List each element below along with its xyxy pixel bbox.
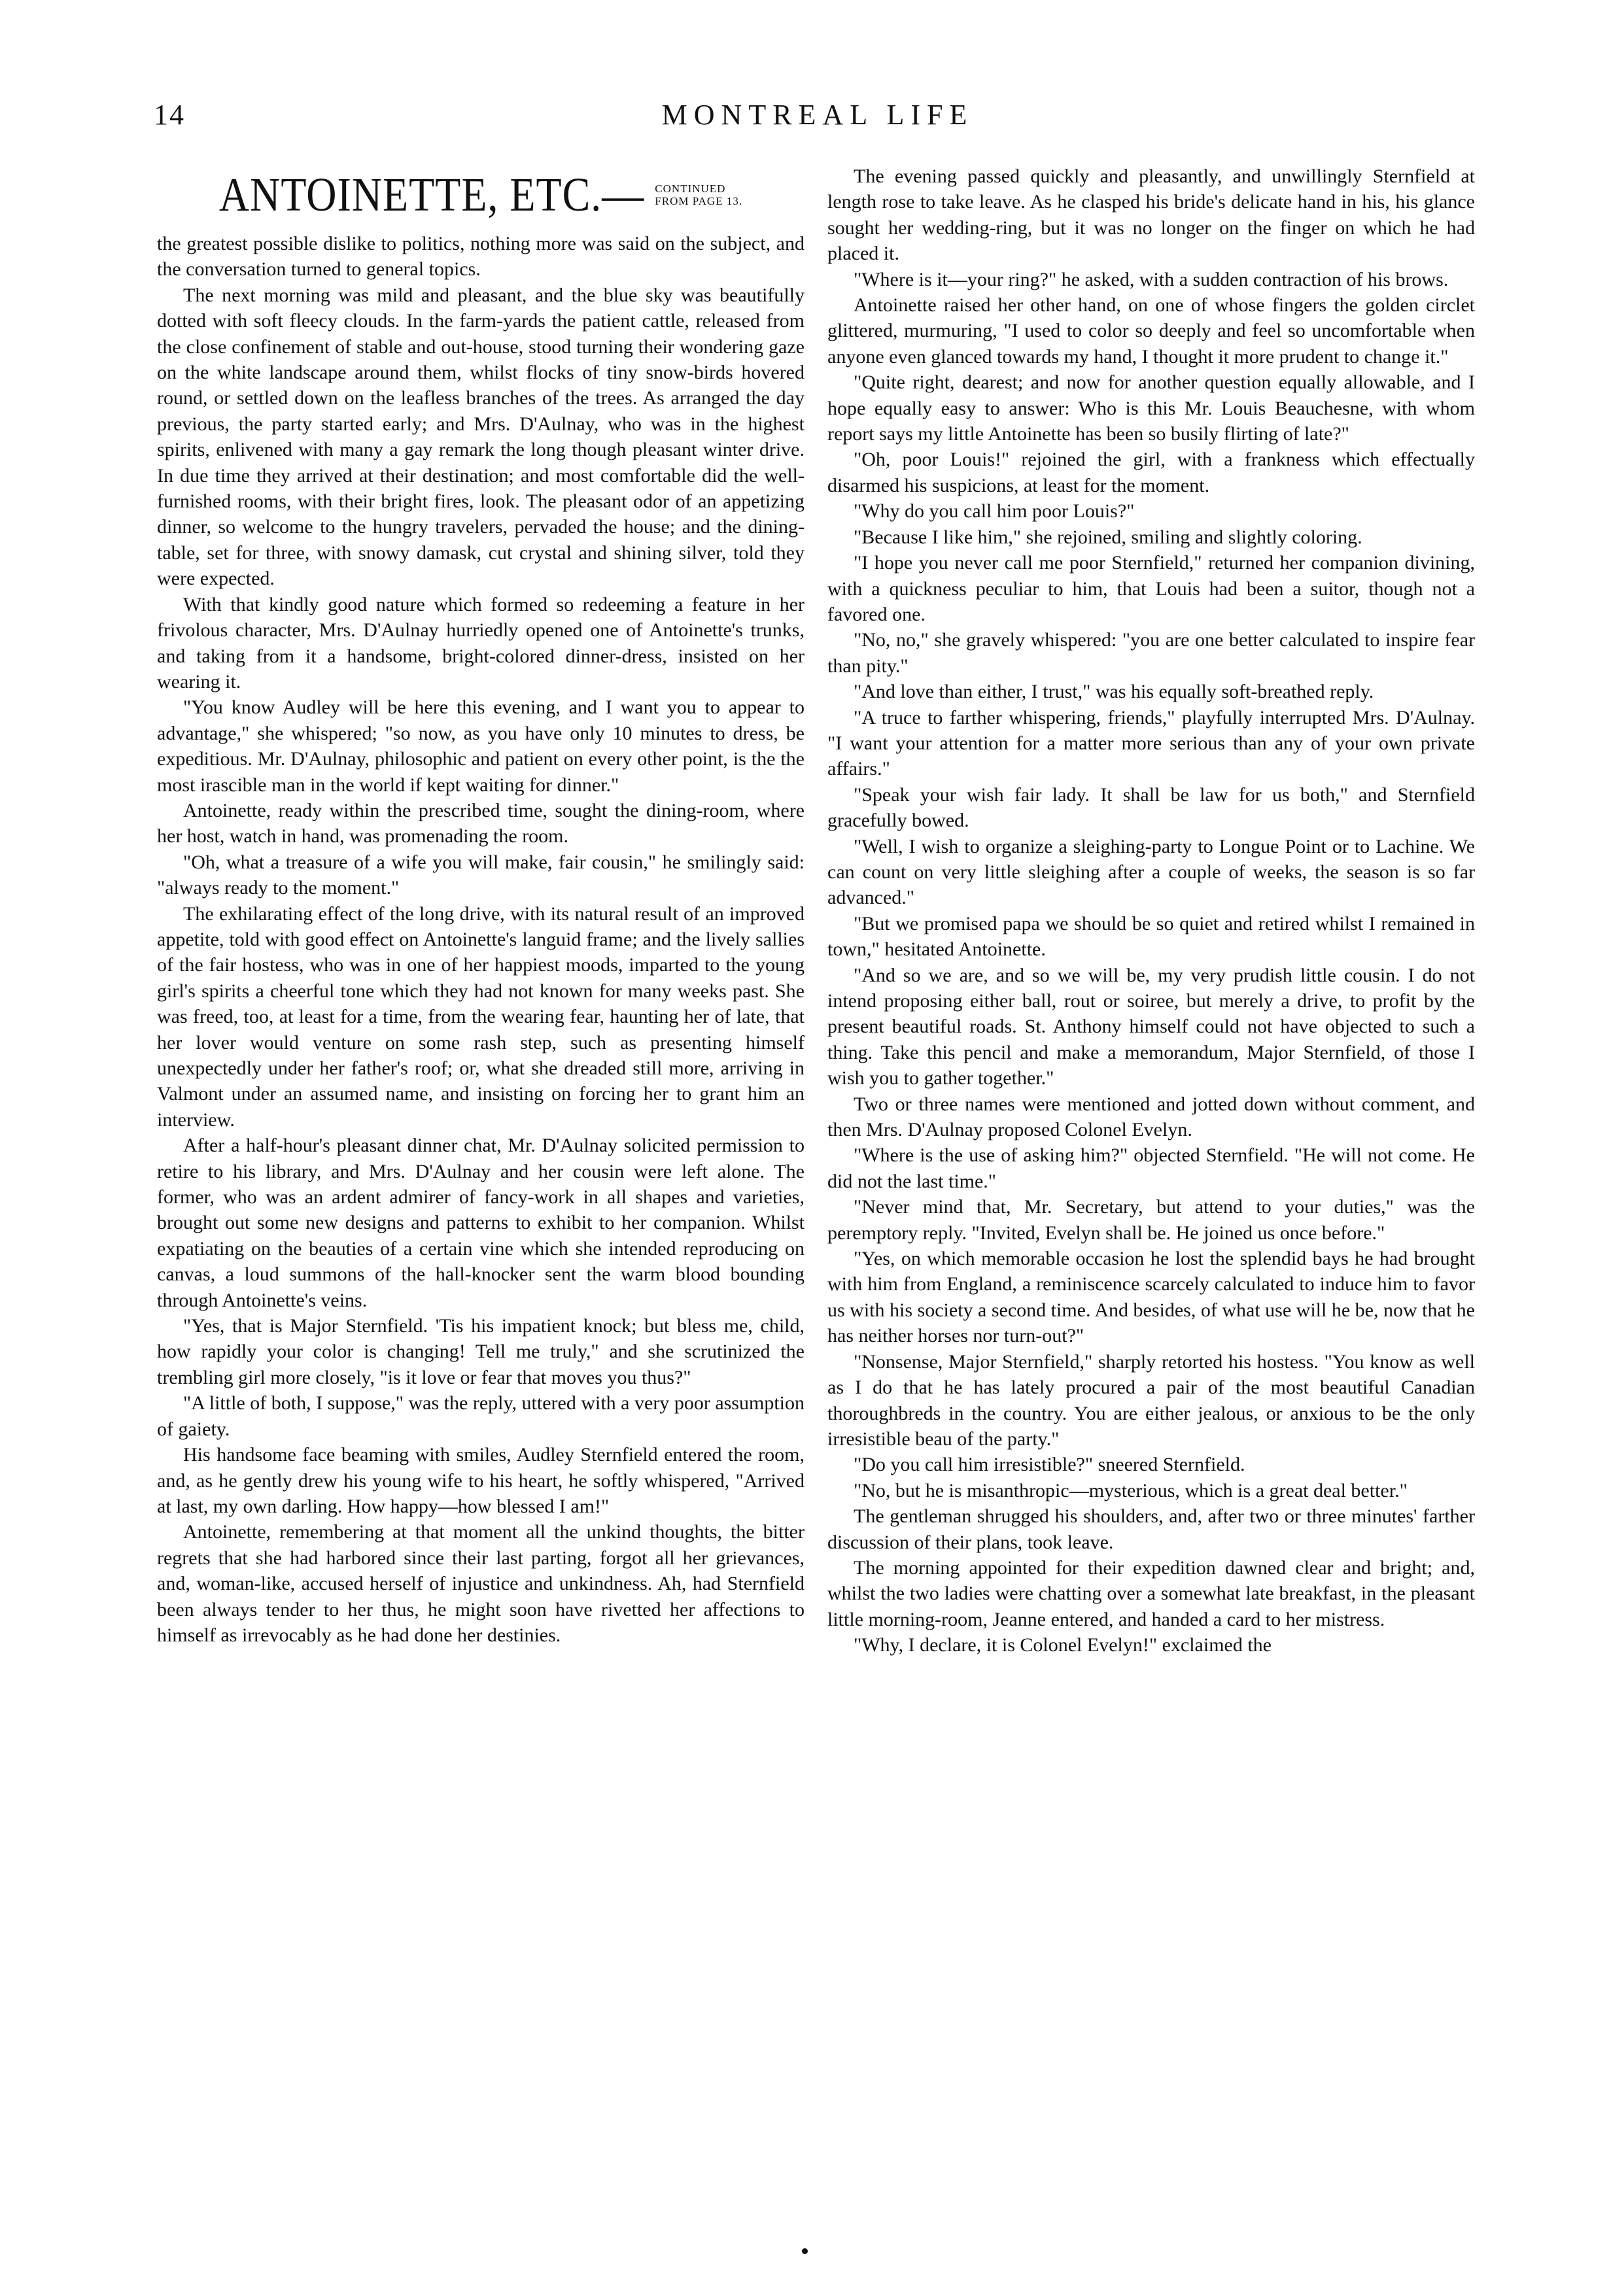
paragraph: "Where is it—your ring?" he asked, with a sudden contraction of his brows.: [854, 268, 1449, 290]
paragraph: "Because I like him," she rejoined, smiling and slightly coloring.: [854, 526, 1362, 548]
paragraph: The next morning was mild and pleasant, and the blue sky was beautifully dotted with soft fleecy clouds. In the farm-yards the patient cattle, released from the close confinement of stable and out-house, stood turning their wondering gaze on the white landscape around them, whilst flocks of tiny snow-birds hovered round, or settled down on the leafless branches of the trees. As arranged the day previous, the party started early; and Mrs. D'Aulnay, who was in the highest spirits, enlivened with many a gay remark the long though pleasant winter drive. In due time they arrived at their destination; and most comfortable did the well-furnished rooms, with their bright fires, look. The pleasant odor of an appetizing dinner, so welcome to the hungry travelers, pervaded the house; and the dining-table, set for three, with snowy damask, cut crystal and shining silver, told they were expected.: [157, 284, 805, 590]
article-heading: [157, 163, 805, 226]
paragraph: "Why do you call him poor Louis?": [854, 500, 1135, 523]
paragraph: "You know Audley will be here this evening, and I want you to appear to advantage," she whispered; "so now, as you have only 10 minutes to dress, be expeditious. Mr. D'Aulnay, philosophic and patient on every other point, is the the most irascible man in the world if kept waiting for dinner.": [157, 696, 805, 796]
paragraph: Antoinette, ready within the prescribed time, sought the dining-room, where her host, watch in hand, was promenading the room.: [157, 799, 805, 848]
paragraph: the greatest possible dislike to politics, nothing more was said on the subject, and the conversation turned to general topics.: [157, 233, 805, 281]
running-head: [154, 98, 1481, 140]
page-number: 14: [154, 99, 185, 131]
paragraph: "And love than either, I trust," was his equally soft-breathed reply.: [854, 681, 1374, 703]
continued-page-line: FROM PAGE 13.: [655, 194, 743, 207]
paragraph: Antoinette raised her other hand, on one of whose fingers the golden circlet glittered, murmuring, "I used to color so deeply and feel so uncomfortable when anyone even glanced towards my hand, I thought it more prudent to change it.": [827, 294, 1475, 368]
paragraph: "Nonsense, Major Sternfield," sharply retorted his hostess. "You know as well as I do that he has lately procured a pair of the most beautiful Canadian thoroughbreds in the country. You are either jealous, or anxious to be the only irresistible beau of the party.": [827, 1350, 1475, 1450]
journal-name: MONTREAL LIFE: [661, 99, 974, 131]
paragraph: "Why, I declare, it is Colonel Evelyn!" exclaimed the: [854, 1634, 1272, 1656]
paragraph: The morning appointed for their expedition dawned clear and bright; and, whilst the two ladies were chatting over a somewhat late breakfast, in the pleasant little morning-room, Jeanne entered, and handed a card to her mistress.: [827, 1556, 1475, 1630]
paragraph: "No, no," she gravely whispered: "you are one better calculated to inspire fear than pity.": [827, 629, 1475, 677]
paragraph: The exhilarating effect of the long drive, with its natural result of an improved appetite, told with good effect on Antoinette's languid frame; and the lively sallies of the fair hostess, who was in one of her happiest moods, imparted to the young girl's spirits a cheerful tone which they had not known for many weeks past. She was freed, too, at least for a time, from the wearing fear, haunting her of late, that her lover would venture on some rash step, such as presenting himself unexpectedly under her father's roof; or, what she dreaded still more, arriving in Valmont under an assumed name, and insisting on forcing her to grant him an interview.: [157, 902, 805, 1131]
paragraph: Antoinette, remembering at that moment all the unkind thoughts, the bitter regrets that she had harbored since their last parting, forgot all her grievances, and, woman-like, accused herself of injustice and unkindness. Ah, had Sternfield been always tender to her thus, he might soon have rivetted her affections to himself as irrevocably as he had done her destinies.: [157, 1521, 805, 1646]
paragraph: "Speak your wish fair lady. It shall be law for us both," and Sternfield gracefully bowed.: [827, 783, 1475, 832]
paragraph: "Oh, what a treasure of a wife you will make, fair cousin," he smilingly said: "always ready to the moment.": [157, 851, 805, 899]
paragraph: The gentleman shrugged his shoulders, and, after two or three minutes' farther discussion of their plans, took leave.: [827, 1505, 1475, 1553]
left-column: [157, 163, 805, 1648]
paragraph: His handsome face beaming with smiles, Audley Sternfield entered the room, and, as he gently drew his young wife to his heart, he softly whispered, "Arrived at last, my own darling. How happy—how blessed I am!": [157, 1444, 805, 1517]
continued-note: [655, 182, 742, 207]
paragraph: "A little of both, I suppose," was the reply, uttered with a very poor assumption of gaiety.: [157, 1392, 805, 1440]
paragraph: "Quite right, dearest; and now for another question equally allowable, and I hope equally easy to answer: Who is this Mr. Louis Beauchesne, with whom report says my little Antoinette has been so busily flirting of late?": [827, 371, 1475, 445]
paragraph: "A truce to farther whispering, friends," playfully interrupted Mrs. D'Aulnay. "I want your attention for a matter more serious than any of your own private affairs.": [827, 706, 1475, 780]
paragraph: "Oh, poor Louis!" rejoined the girl, with a frankness which effectually disarmed his suspicions, at least for the moment.: [827, 449, 1475, 496]
paragraph: The evening passed quickly and pleasantly, and unwillingly Sternfield at length rose to take leave. As he clasped his bride's delicate hand in his, his glance sought her wedding-ring, but it was no longer on the finger on which he had placed it.: [827, 165, 1475, 265]
paragraph: "And so we are, and so we will be, my very prudish little cousin. I do not intend proposing either ball, rout or soiree, but merely a drive, to profit by the present beautiful roads. St. Anthony himself could not have objected to such a thing. Take this pencil and make a memorandum, Major Sternfield, of those I wish you to gather together.": [827, 964, 1475, 1089]
paragraph: After a half-hour's pleasant dinner chat, Mr. D'Aulnay solicited permission to retire to his library, and Mrs. D'Aulnay and her cousin were left alone. The former, who was an ardent admirer of fancy-work in all shapes and varieties, brought out some new designs and patterns to exhibit to her companion. Whilst expatiating on the beauties of a certain vine which she intended reproducing on canvas, a loud summons of the hall-knocker sent the warm blood bounding through Antoinette's veins.: [157, 1135, 805, 1311]
paragraph: "I hope you never call me poor Sternfield," returned her companion divining, with a quickness peculiar to him, that Louis had been a suitor, though not a favored one.: [827, 552, 1475, 625]
paragraph: "Yes, on which memorable occasion he lost the splendid bays he had brought with him from England, a reminiscence scarcely calculated to induce him to favor us with his society a second time. And besides, of what use will he be, now that he has neither horses nor turn-out?": [827, 1248, 1475, 1347]
paragraph: With that kindly good nature which formed so redeeming a feature in her frivolous character, Mrs. D'Aulnay hurriedly opened one of Antoinette's trunks, and taking from it a handsome, bright-colored dinner-dress, insisted on her wearing it.: [157, 593, 805, 693]
paragraph: "Yes, that is Major Sternfield. 'Tis his impatient knock; but bless me, child, how rapidly your color is changing! Tell me truly," and she scrutinized the trembling girl more closely, "is it love or fear that moves you thus?": [157, 1315, 805, 1388]
paragraph: "Well, I wish to organize a sleighing-party to Longue Point or to Lachine. We can count on very little sleighing after a couple of weeks, the season is so far advanced.": [827, 835, 1475, 909]
paragraph: "But we promised papa we should be so quiet and retired whilst I remained in town," hesitated Antoinette.: [827, 912, 1475, 961]
paragraph: "No, but he is misanthropic—mysterious, which is a great deal better.": [854, 1479, 1408, 1501]
article-title: ANTOINETTE, ETC.—: [218, 167, 645, 222]
paragraph: "Where is the use of asking him?" objected Sternfield. "He will not come. He did not the last time.": [827, 1144, 1475, 1192]
continued-line: CONTINUED: [655, 182, 726, 195]
right-column: [827, 163, 1475, 1658]
paragraph: Two or three names were mentioned and jotted down without comment, and then Mrs. D'Aulnay proposed Colonel Evelyn.: [827, 1093, 1475, 1141]
footer-ornament: [802, 2248, 808, 2254]
paragraph: "Never mind that, Mr. Secretary, but attend to your duties," was the peremptory reply. "Invited, Evelyn shall be. He joined us once before.": [827, 1196, 1475, 1244]
paragraph: "Do you call him irresistible?" sneered Sternfield.: [854, 1454, 1245, 1476]
